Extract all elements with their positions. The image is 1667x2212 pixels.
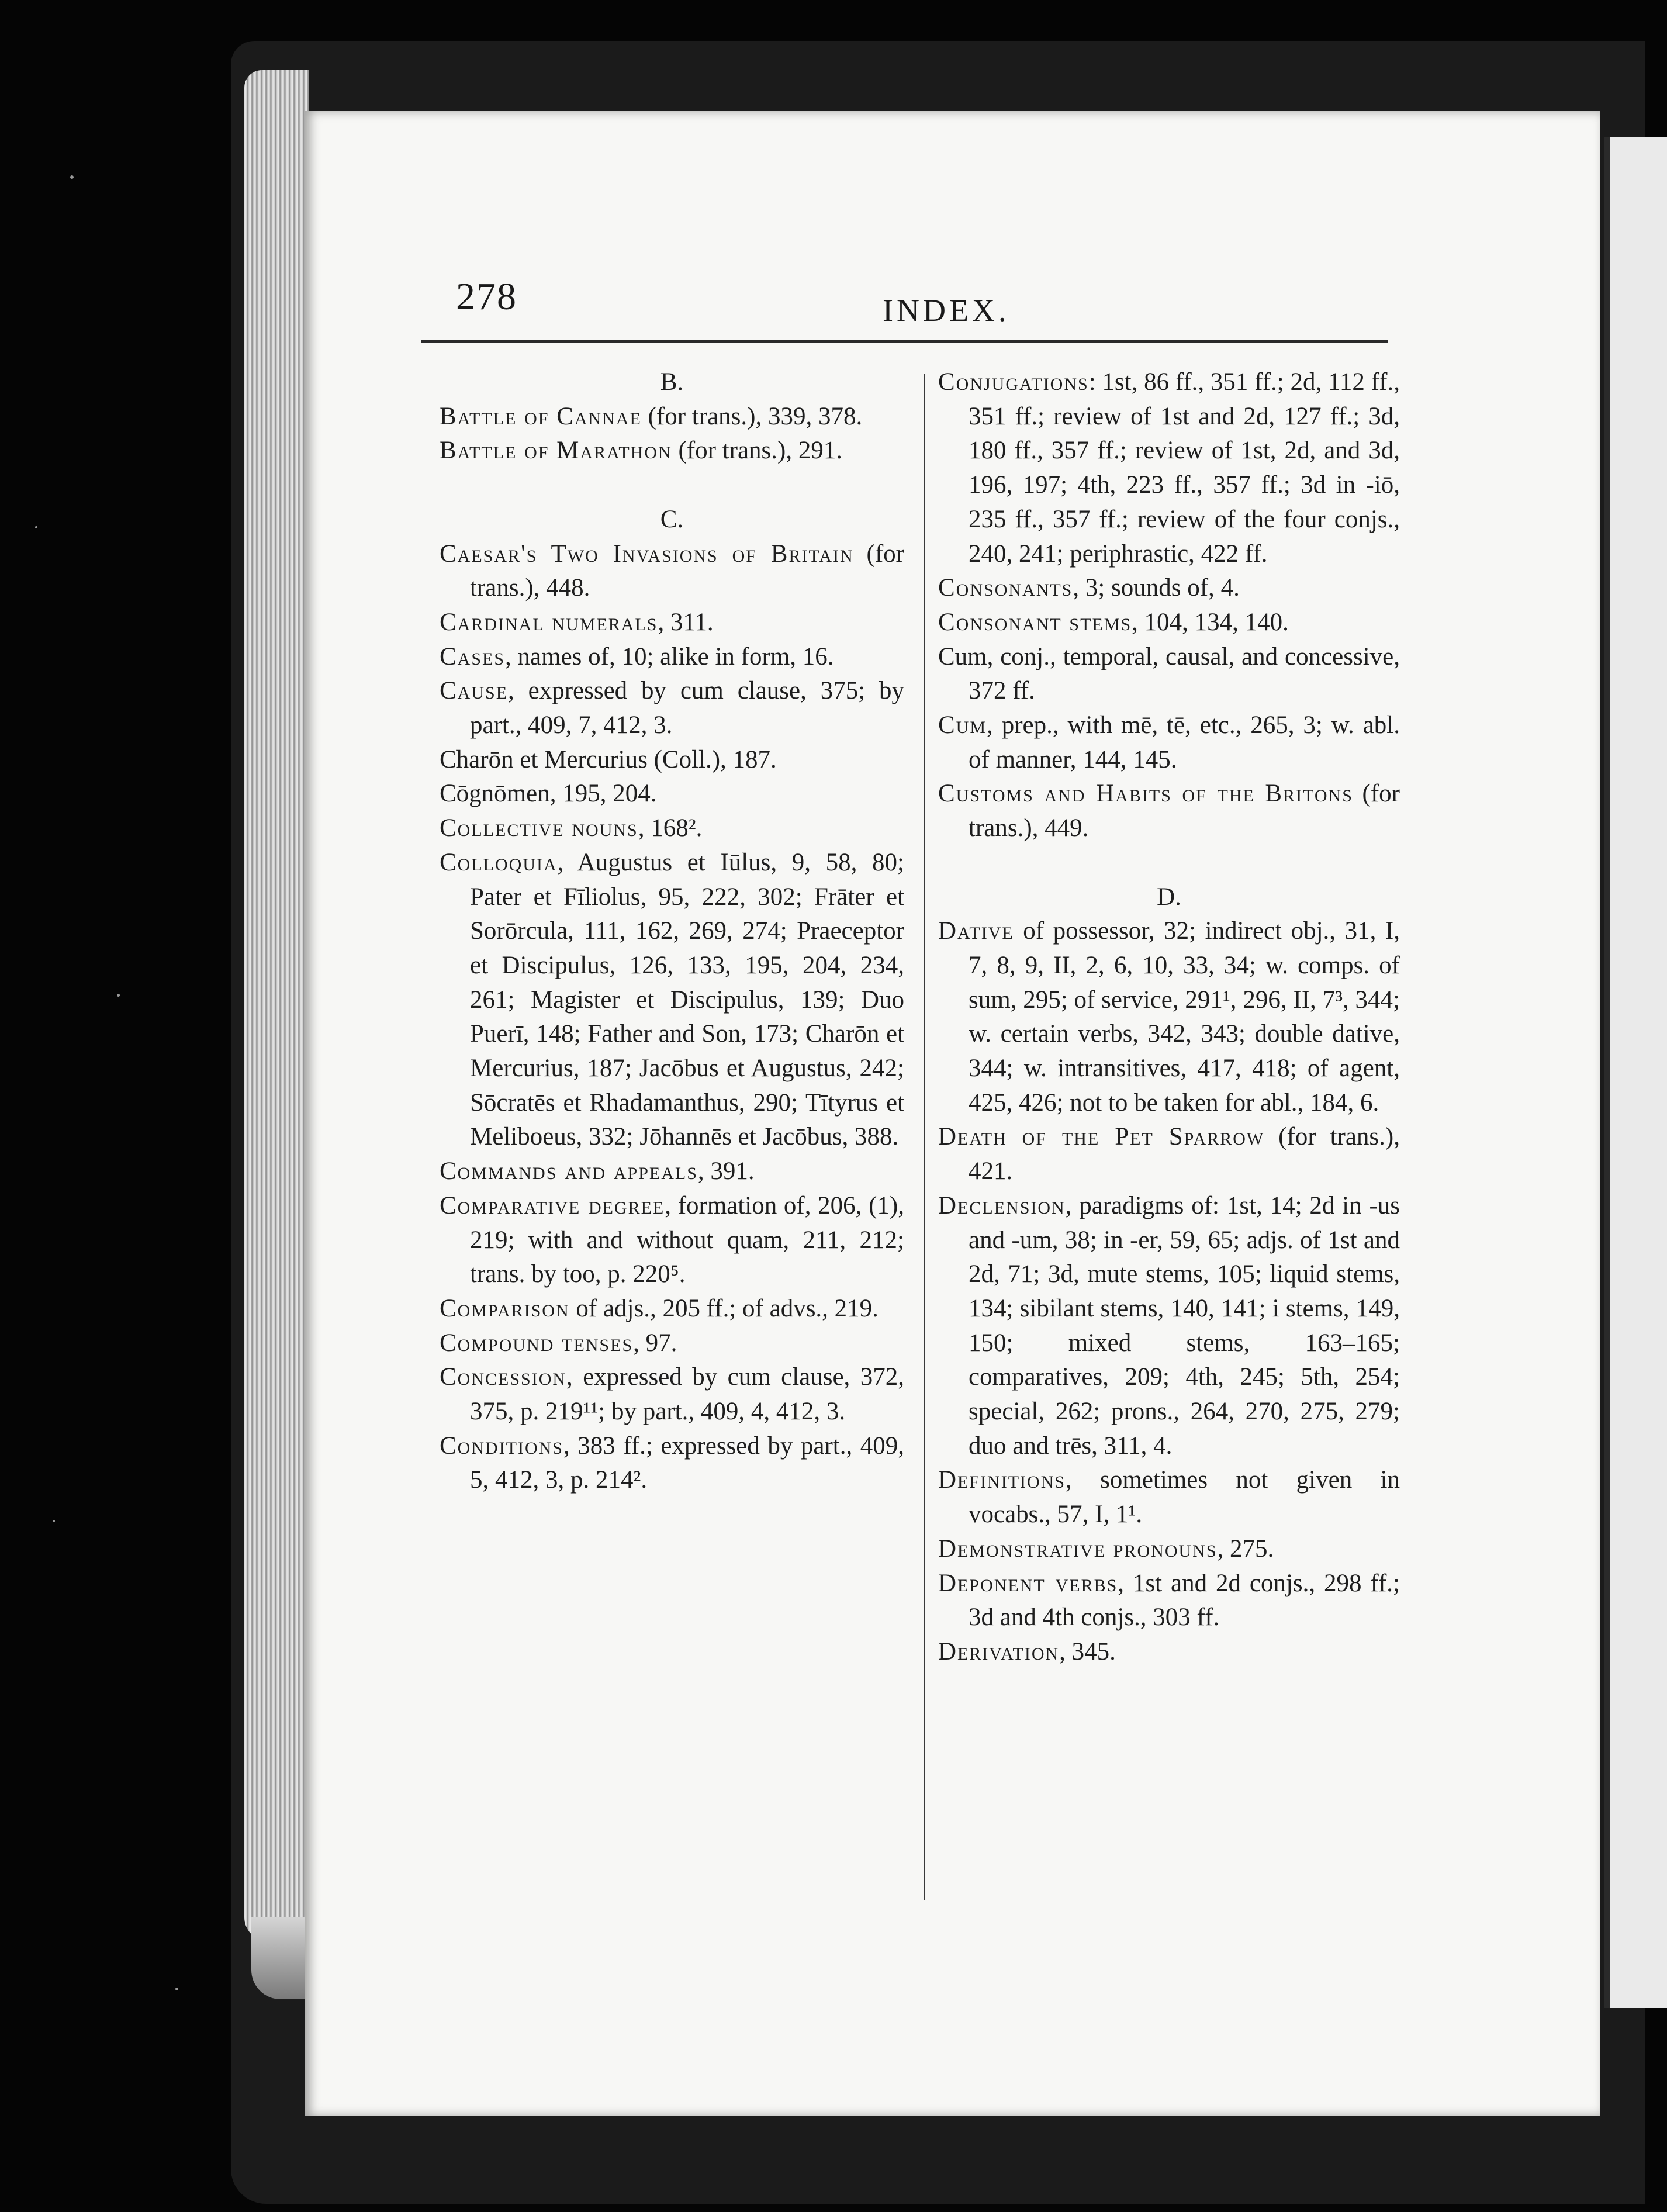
entry-references: , 97. [633,1329,677,1357]
index-entry [938,1567,1400,1635]
entry-headword: Comparison [440,1294,570,1322]
entry-headword: Dative [938,917,1014,945]
index-entry [938,1635,1400,1670]
background-speck [53,1520,55,1522]
entry-headword: Battle of Cannae [440,402,642,430]
entry-references: , prep., with mē, tē, etc., 265, 3; w. abl. of manner, 144, 145. [969,711,1400,773]
entry-headword: Battle of Marathon [440,437,672,465]
entry-references: , expressed by cum clause, 372, 375, p. 219¹¹; by part., 409, 4, 412, 3. [470,1363,904,1426]
index-column-right [938,365,1400,1670]
entry-headword: Cardinal numerals [440,608,658,636]
entry-references: , 391. [697,1157,755,1186]
section-letter-heading: C. [660,505,684,533]
entry-headword: Definitions [938,1466,1066,1494]
background-speck [175,1988,178,1990]
column-divider [924,374,925,1900]
entry-headword: Deponent verbs [938,1569,1118,1597]
entry-references: (for trans.), 421. [969,1123,1400,1186]
index-entry [938,708,1400,777]
index-entry [440,743,904,777]
index-entry [440,1326,904,1361]
index-entry [938,606,1400,640]
index-entry [440,1429,904,1498]
section-letter-heading: B. [660,368,684,396]
entry-headword: Conjugations [938,368,1089,396]
entry-references: (for trans.), 291. [672,437,843,465]
index-entry [440,1292,904,1326]
index-entry [938,365,1400,571]
index-entry [440,1155,904,1189]
index-entry [440,846,904,1155]
index-entry [938,1189,1400,1464]
index-entry [440,400,904,434]
entry-references: , names of, 10; alike in form, 16. [505,642,834,670]
entry-headword: Commands and appeals [440,1157,698,1186]
index-entry [938,1120,1400,1188]
entry-headword: Collective nouns [440,814,638,842]
index-entry [440,1360,904,1429]
entry-headword: Death of the Pet Sparrow [938,1123,1265,1151]
entry-headword: Cause [440,677,509,705]
entry-references: , Augustus et Iūlus, 9, 58, 80; Pater et Fīliolus, 95, 222, 302; Frāter et Sorōrcula, 111, 162, 269, 274; Praeceptor et Discipulus, 126, 133, 195, 204, 234, 261; Magister et Discipulus, 139; Duo Puerī, 148; Father and Son, 173; Charōn et Mercurius, 187; Jacōbus et Augustus, 242; Sōcratēs et Rhadamanthus, 290; Tītyrus et Meliboeus, 332; Jōhannēs et Jacōbus, 388. [470,848,904,1151]
entry-references: : 1st, 86 ff., 351 ff.; 2d, 112 ff., 351 ff.; review of 1st and 2d, 127 ff.; 3d, 180 ff., 357 ff.; review of 1st, 2d, and 3d, 196, 197; 4th, 223 ff., 357 ff.; 3d in -iō, 235 ff., 357 ff.; review of the four conjs., 240, 241; periphrastic, 422 ff. [969,368,1400,568]
entry-headword: Derivation [938,1638,1060,1665]
entry-headword: Customs and Habits of the Britons [938,780,1353,808]
entry-headword: Caesar's Two Invasions of Britain [440,540,854,568]
index-column-left [440,365,904,1498]
page-number: 278 [456,275,517,318]
entry-references: (for trans.), 339, 378. [641,402,863,430]
entry-headword: Cum [938,711,987,739]
entry-headword: Compound tenses [440,1329,634,1357]
facing-page-edge [1604,137,1667,2008]
section-letter-heading: D. [1157,883,1181,911]
entry-references: , 168². [638,814,703,842]
entry-references: of possessor, 32; indirect obj., 31, I, 7, 8, 9, II, 2, 6, 10, 33, 34; w. comps. of sum, 295; of service, 291¹, 296, II, 7³, 344; w. certain verbs, 342, 343; double dative, 344; w. intransitives, 417, 418; of agent, 425, 426; not to be taken for abl., 184, 6. [969,917,1400,1117]
index-entry [938,777,1400,845]
index-entry [440,537,904,606]
entry-references: , sometimes not given in vocabs., 57, I, 1¹. [969,1466,1400,1529]
index-entry [440,434,904,468]
entry-references: , 1st and 2d conjs., 298 ff.; 3d and 4th conjs., 303 ff. [969,1569,1400,1632]
entry-references: Charōn et Mercurius (Coll.), 187. [440,745,777,773]
index-entry [440,1189,904,1292]
entry-headword: Consonants [938,574,1073,602]
header-rule [421,340,1388,343]
entry-references: , formation of, 206, (1), 219; with and without quam, 211, 212; trans. by too, p. 220⁵. [470,1191,904,1288]
index-entry [938,1463,1400,1532]
entry-references: (for trans.), 448. [470,540,904,602]
entry-references: , paradigms of: 1st, 14; 2d in -us and -um, 38; in -er, 59, 65; adjs. of 1st and 2d, 71; 3d, mute stems, 105; liquid stems, 134; sibilant stems, 140, 141; i stems, 149, 150; mixed stems, 163–165; comparatives, 209; 4th, 245; 5th, 254; special, 262; prons., 264, 270, 275, 279; duo and trēs, 311, 4. [969,1191,1400,1460]
entry-references: Cum, conj., temporal, causal, and concessive, 372 ff. [938,642,1400,705]
entry-headword: Comparative degree [440,1191,665,1219]
entry-references: Cōgnōmen, 195, 204. [440,780,657,808]
running-title: INDEX. [883,293,1010,328]
entry-references: (for trans.), 449. [969,780,1400,842]
entry-headword: Declension [938,1191,1066,1219]
entry-references: , expressed by cum clause, 375; by part., 409, 7, 412, 3. [470,677,904,739]
entry-references: , 345. [1059,1638,1116,1665]
entry-headword: Concession [440,1363,567,1391]
entry-references: of adjs., 205 ff.; of advs., 219. [569,1294,879,1322]
index-entry [938,571,1400,606]
index-entry [440,674,904,742]
entry-references: , 3; sounds of, 4. [1073,574,1240,602]
index-entry [440,606,904,640]
entry-headword: Conditions [440,1432,563,1460]
background-speck [70,175,74,179]
entry-headword: Cases [440,642,506,670]
index-entry [938,640,1400,708]
entry-headword: Colloquia [440,848,558,876]
entry-headword: Demonstrative pronouns [938,1534,1218,1563]
index-entry [938,1532,1400,1567]
index-entry [440,811,904,846]
index-entry [440,777,904,811]
index-entry [440,640,904,675]
entry-headword: Consonant stems [938,608,1132,636]
index-entry [938,914,1400,1120]
background-speck [117,994,120,997]
entry-references: , 383 ff.; expressed by part., 409, 5, 412, 3, p. 214². [470,1432,904,1494]
entry-references: , 104, 134, 140. [1132,608,1289,636]
page-edges [244,70,309,1941]
entry-references: , 311. [658,608,714,636]
background-speck [35,526,37,528]
entry-references: , 275. [1217,1534,1274,1563]
